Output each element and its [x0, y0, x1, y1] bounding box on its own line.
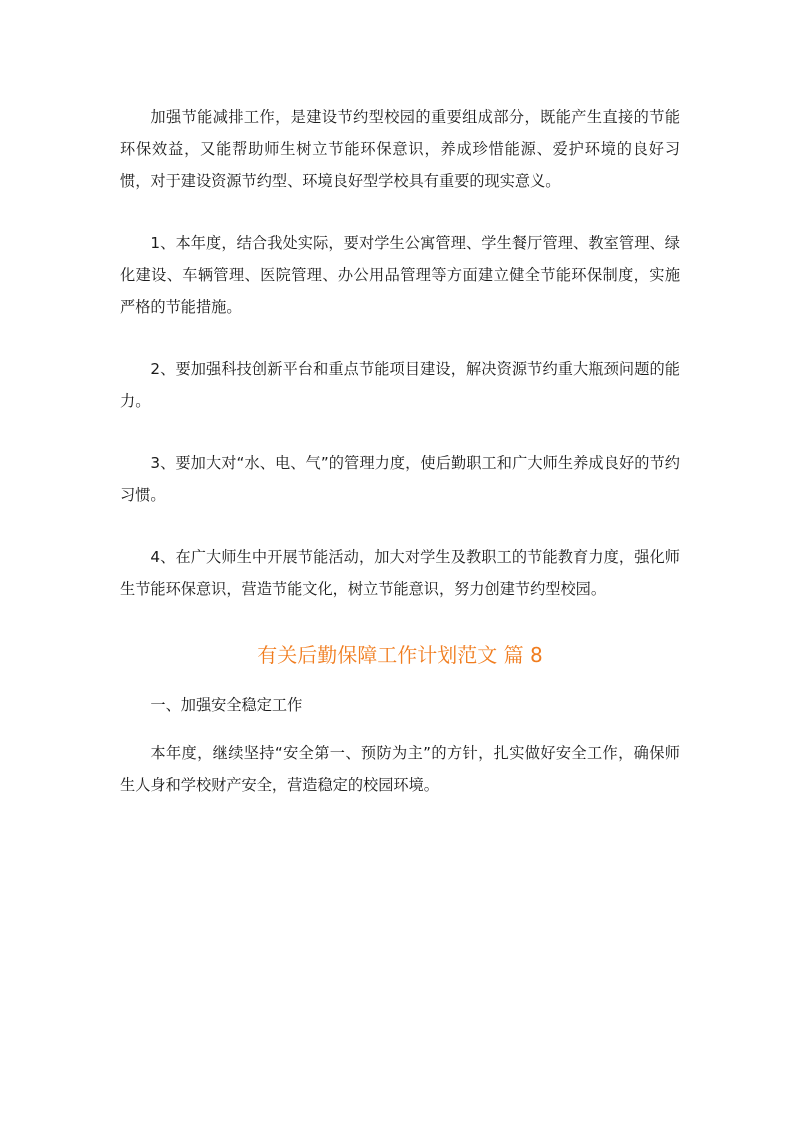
document-body [120, 101, 680, 801]
intro-paragraph: 加强节能减排工作，是建设节约型校园的重要组成部分，既能产生直接的节能环保效益，又能帮助师生树立节能环保意识，养成珍惜能源、爱护环境的良好习惯，对于建设资源节约型、环境良好型学校具有重要的现实意义。 [120, 108, 680, 190]
section-subheading: 一、加强安全稳定工作 [150, 696, 303, 714]
section-body-paragraph: 本年度，继续坚持“安全第一、预防为主”的方针，扎实做好安全工作，确保师生人身和学校财产安全，营造稳定的校园环境。 [120, 744, 680, 794]
section-title: 有关后勤保障工作计划范文 篇 8 [257, 643, 543, 667]
item-1-paragraph: 1、本年度，结合我处实际，要对学生公寓管理、学生餐厅管理、教室管理、绿化建设、车辆管理、医院管理、办公用品管理等方面建立健全节能环保制度，实施严格的节能措施。 [120, 234, 680, 316]
item-3-paragraph: 3、要加大对“水、电、气”的管理力度，使后勤职工和广大师生养成良好的节约习惯。 [120, 454, 680, 504]
item-4-paragraph: 4、在广大师生中开展节能活动，加大对学生及教职工的节能教育力度，强化师生节能环保意识，营造节能文化，树立节能意识，努力创建节约型校园。 [120, 548, 680, 598]
item-2-paragraph: 2、要加强科技创新平台和重点节能项目建设，解决资源节约重大瓶颈问题的能力。 [120, 360, 680, 410]
